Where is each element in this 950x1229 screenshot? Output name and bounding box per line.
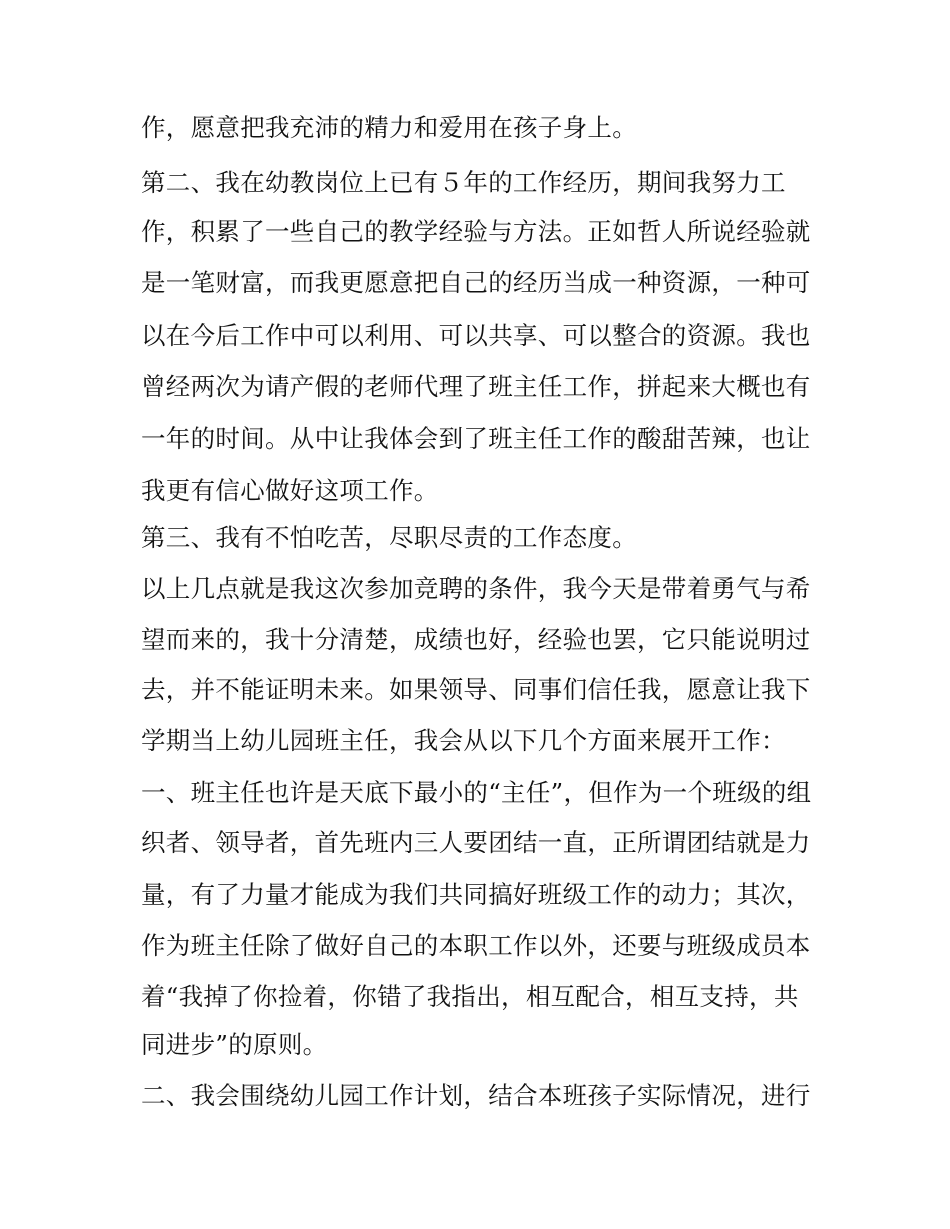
- text-line: 以在今后工作中可以利用、可以共享、可以整合的资源。我也: [141, 321, 811, 350]
- text-line: 二、我会围绕幼儿园工作计划，结合本班孩子实际情况，进行: [141, 1081, 811, 1110]
- text-line: 我更有信心做好这项工作。: [141, 476, 439, 505]
- text-line: 织者、领导者，首先班内三人要团结一直，正所谓团结就是力: [141, 828, 811, 857]
- text-line: 曾经两次为请产假的老师代理了班主任工作，拼起来大概也有: [141, 372, 811, 401]
- text-line: 作，愿意把我充沛的精力和爱用在孩子身上。: [141, 113, 637, 142]
- text-line: 作，积累了一些自己的教学经验与方法。正如哲人所说经验就: [141, 217, 811, 246]
- text-line: 第二、我在幼教岗位上已有５年的工作经历，期间我努力工: [141, 168, 786, 197]
- text-line: 是一笔财富，而我更愿意把自己的经历当成一种资源，一种可: [141, 268, 811, 297]
- text-line: 学期当上幼儿园班主任，我会从以下几个方面来展开工作：: [141, 726, 786, 755]
- text-line: 着“我掉了你捡着，你错了我指出，相互配合，相互支持，共: [141, 982, 799, 1011]
- text-line: 量，有了力量才能成为我们共同搞好班级工作的动力；其次，: [141, 880, 811, 909]
- text-line: 同进步”的原则。: [141, 1030, 328, 1059]
- text-line: 以上几点就是我这次参加竞聘的条件，我今天是带着勇气与希: [141, 574, 811, 603]
- text-line: 一年的时间。从中让我体会到了班主任工作的酸甜苦辣，也让: [141, 424, 811, 453]
- text-line: 望而来的，我十分清楚，成绩也好，经验也罢，它只能说明过: [141, 625, 811, 654]
- text-line: 一、班主任也许是天底下最小的“主任”，但作为一个班级的组: [141, 778, 812, 807]
- text-line: 第三、我有不怕吃苦，尽职尽责的工作态度。: [141, 523, 637, 552]
- text-line: 去，并不能证明未来。如果领导、同事们信任我，愿意让我下: [141, 675, 811, 704]
- text-line: 作为班主任除了做好自己的本职工作以外，还要与班级成员本: [141, 931, 811, 960]
